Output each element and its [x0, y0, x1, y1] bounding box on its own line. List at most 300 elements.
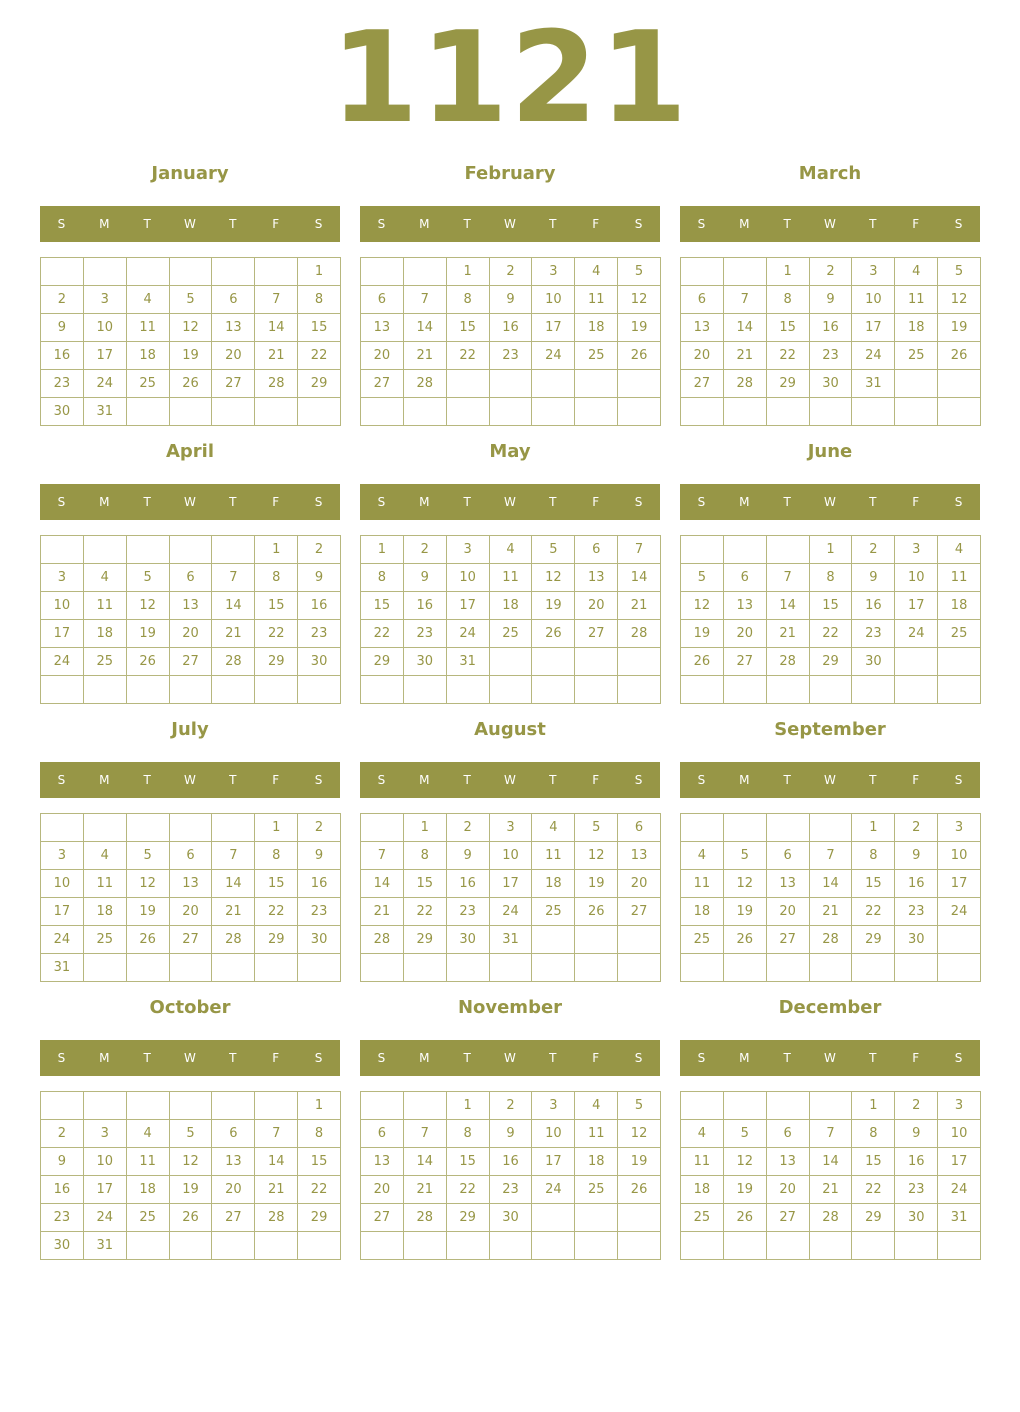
day-cell: 23 — [852, 620, 895, 648]
day-cell: 7 — [810, 1120, 853, 1148]
day-cell: 28 — [212, 648, 255, 676]
day-cell — [127, 954, 170, 982]
day-cell: 3 — [852, 258, 895, 286]
weekday-label: T — [783, 217, 791, 231]
day-cell: 12 — [575, 842, 618, 870]
day-cell: 28 — [618, 620, 661, 648]
day-cell: 14 — [361, 870, 404, 898]
day-cell — [361, 814, 404, 842]
day-cell: 31 — [852, 370, 895, 398]
day-cell: 7 — [810, 842, 853, 870]
day-cell — [618, 1232, 661, 1260]
day-cell: 30 — [895, 926, 938, 954]
day-cell: 29 — [298, 1204, 341, 1232]
day-cell: 14 — [810, 870, 853, 898]
day-cell — [938, 370, 981, 398]
day-cell: 5 — [127, 842, 170, 870]
day-cell: 7 — [618, 536, 661, 564]
weekday-label: W — [824, 1051, 836, 1065]
day-cell — [361, 676, 404, 704]
day-cell: 20 — [212, 1176, 255, 1204]
day-cell: 2 — [810, 258, 853, 286]
day-cell: 5 — [618, 1092, 661, 1120]
days-grid — [40, 257, 341, 426]
day-cell: 25 — [681, 926, 724, 954]
day-cell: 16 — [404, 592, 447, 620]
weekday-label: T — [869, 1051, 877, 1065]
day-cell: 30 — [41, 398, 84, 426]
day-cell — [681, 954, 724, 982]
day-cell — [532, 648, 575, 676]
day-cell — [127, 1092, 170, 1120]
day-cell: 21 — [212, 898, 255, 926]
day-cell: 14 — [810, 1148, 853, 1176]
weekday-label: F — [912, 773, 920, 787]
day-cell: 7 — [361, 842, 404, 870]
day-cell — [810, 676, 853, 704]
weekday-label: T — [143, 773, 151, 787]
day-cell: 5 — [170, 1120, 213, 1148]
day-cell: 30 — [447, 926, 490, 954]
day-cell: 22 — [255, 620, 298, 648]
day-cell: 30 — [404, 648, 447, 676]
month-january — [40, 162, 340, 430]
day-cell: 18 — [84, 898, 127, 926]
day-cell: 4 — [681, 1120, 724, 1148]
day-cell: 19 — [532, 592, 575, 620]
day-cell: 22 — [361, 620, 404, 648]
day-cell: 13 — [618, 842, 661, 870]
day-cell — [170, 954, 213, 982]
day-cell: 27 — [361, 1204, 404, 1232]
day-cell: 31 — [84, 1232, 127, 1260]
day-cell: 18 — [532, 870, 575, 898]
day-cell: 13 — [767, 870, 810, 898]
days-grid — [40, 535, 341, 704]
day-cell: 28 — [255, 1204, 298, 1232]
day-cell — [404, 1092, 447, 1120]
day-cell: 4 — [84, 564, 127, 592]
weekday-label: T — [143, 1051, 151, 1065]
weekday-label: F — [272, 773, 280, 787]
day-cell: 22 — [447, 1176, 490, 1204]
day-cell: 8 — [298, 1120, 341, 1148]
day-cell — [895, 648, 938, 676]
day-cell: 17 — [447, 592, 490, 620]
day-cell: 7 — [767, 564, 810, 592]
day-cell: 2 — [895, 1092, 938, 1120]
day-cell — [810, 1092, 853, 1120]
day-cell — [532, 1232, 575, 1260]
day-cell: 25 — [490, 620, 533, 648]
day-cell: 3 — [41, 564, 84, 592]
day-cell: 5 — [127, 564, 170, 592]
day-cell — [41, 258, 84, 286]
day-cell: 26 — [532, 620, 575, 648]
day-cell: 15 — [361, 592, 404, 620]
day-cell: 17 — [41, 898, 84, 926]
day-cell: 7 — [212, 564, 255, 592]
day-cell: 15 — [447, 1148, 490, 1176]
month-july — [40, 718, 340, 986]
day-cell: 24 — [532, 342, 575, 370]
days-grid — [360, 1091, 661, 1260]
day-cell — [490, 370, 533, 398]
day-cell: 9 — [490, 1120, 533, 1148]
weekday-label: S — [314, 217, 323, 231]
day-cell — [255, 954, 298, 982]
day-cell: 19 — [127, 620, 170, 648]
day-cell: 24 — [41, 926, 84, 954]
month-may — [360, 440, 660, 708]
day-cell — [575, 1232, 618, 1260]
day-cell — [404, 1232, 447, 1260]
day-cell: 19 — [938, 314, 981, 342]
day-cell: 1 — [810, 536, 853, 564]
day-cell: 10 — [532, 1120, 575, 1148]
day-cell: 25 — [575, 1176, 618, 1204]
day-cell — [895, 370, 938, 398]
day-cell: 21 — [810, 898, 853, 926]
month-august — [360, 718, 660, 986]
day-cell: 22 — [852, 898, 895, 926]
day-cell — [127, 536, 170, 564]
weekday-label: T — [463, 1051, 471, 1065]
weekday-label: S — [314, 495, 323, 509]
weekday-header — [360, 484, 660, 520]
day-cell: 3 — [938, 1092, 981, 1120]
day-cell: 21 — [212, 620, 255, 648]
day-cell: 20 — [724, 620, 767, 648]
day-cell: 26 — [938, 342, 981, 370]
day-cell: 17 — [532, 314, 575, 342]
weekday-label: S — [377, 1051, 386, 1065]
day-cell: 18 — [895, 314, 938, 342]
day-cell — [618, 676, 661, 704]
day-cell: 29 — [255, 648, 298, 676]
day-cell: 8 — [447, 1120, 490, 1148]
day-cell: 30 — [852, 648, 895, 676]
day-cell: 13 — [170, 870, 213, 898]
weekday-label: M — [419, 1051, 430, 1065]
day-cell: 1 — [767, 258, 810, 286]
day-cell: 19 — [618, 314, 661, 342]
day-cell — [767, 1092, 810, 1120]
weekday-label: F — [592, 1051, 600, 1065]
day-cell: 12 — [618, 286, 661, 314]
day-cell: 26 — [170, 370, 213, 398]
day-cell — [767, 398, 810, 426]
day-cell: 22 — [404, 898, 447, 926]
day-cell — [127, 814, 170, 842]
day-cell: 20 — [767, 898, 810, 926]
days-grid — [680, 535, 981, 704]
day-cell: 10 — [938, 1120, 981, 1148]
day-cell: 13 — [212, 314, 255, 342]
day-cell — [724, 814, 767, 842]
day-cell: 8 — [255, 842, 298, 870]
month-september — [680, 718, 980, 986]
day-cell: 18 — [127, 342, 170, 370]
day-cell: 28 — [810, 926, 853, 954]
weekday-label: F — [272, 495, 280, 509]
day-cell: 13 — [575, 564, 618, 592]
day-cell — [575, 954, 618, 982]
month-june — [680, 440, 980, 708]
day-cell: 8 — [361, 564, 404, 592]
day-cell: 17 — [895, 592, 938, 620]
day-cell — [618, 926, 661, 954]
weekday-header — [360, 762, 660, 798]
day-cell: 27 — [724, 648, 767, 676]
weekday-header — [40, 1040, 340, 1076]
day-cell: 20 — [170, 898, 213, 926]
weekday-label: W — [184, 217, 196, 231]
day-cell — [575, 370, 618, 398]
day-cell: 11 — [681, 870, 724, 898]
day-cell: 13 — [681, 314, 724, 342]
day-cell: 24 — [447, 620, 490, 648]
day-cell — [127, 398, 170, 426]
day-cell: 12 — [724, 870, 767, 898]
day-cell: 23 — [490, 1176, 533, 1204]
weekday-label: S — [697, 495, 706, 509]
days-grid — [680, 1091, 981, 1260]
day-cell: 7 — [724, 286, 767, 314]
day-cell: 19 — [170, 1176, 213, 1204]
day-cell: 31 — [490, 926, 533, 954]
day-cell: 18 — [490, 592, 533, 620]
day-cell — [575, 648, 618, 676]
day-cell: 25 — [532, 898, 575, 926]
day-cell — [447, 370, 490, 398]
day-cell: 26 — [127, 648, 170, 676]
day-cell: 6 — [767, 1120, 810, 1148]
day-cell: 9 — [41, 314, 84, 342]
weekday-label: F — [912, 217, 920, 231]
day-cell — [170, 676, 213, 704]
day-cell — [298, 398, 341, 426]
day-cell — [895, 676, 938, 704]
day-cell: 4 — [127, 286, 170, 314]
weekday-label: W — [504, 1051, 516, 1065]
day-cell: 29 — [255, 926, 298, 954]
day-cell: 7 — [255, 286, 298, 314]
weekday-label: S — [57, 773, 66, 787]
day-cell — [938, 398, 981, 426]
weekday-header — [680, 484, 980, 520]
day-cell — [170, 814, 213, 842]
day-cell: 30 — [895, 1204, 938, 1232]
day-cell — [681, 398, 724, 426]
day-cell: 17 — [84, 342, 127, 370]
day-cell: 16 — [41, 342, 84, 370]
day-cell: 11 — [84, 870, 127, 898]
day-cell: 23 — [41, 1204, 84, 1232]
day-cell: 31 — [41, 954, 84, 982]
day-cell: 6 — [361, 286, 404, 314]
day-cell — [681, 676, 724, 704]
day-cell: 29 — [447, 1204, 490, 1232]
day-cell: 21 — [810, 1176, 853, 1204]
day-cell — [681, 1092, 724, 1120]
day-cell: 25 — [575, 342, 618, 370]
day-cell: 25 — [127, 1204, 170, 1232]
day-cell: 11 — [84, 592, 127, 620]
weekday-label: S — [697, 1051, 706, 1065]
day-cell: 29 — [852, 926, 895, 954]
day-cell: 2 — [41, 1120, 84, 1148]
day-cell: 9 — [298, 564, 341, 592]
weekday-label: S — [697, 773, 706, 787]
day-cell: 10 — [41, 870, 84, 898]
weekday-label: W — [824, 495, 836, 509]
day-cell: 9 — [447, 842, 490, 870]
day-cell: 13 — [212, 1148, 255, 1176]
day-cell: 5 — [938, 258, 981, 286]
weekday-label: S — [377, 217, 386, 231]
day-cell: 11 — [938, 564, 981, 592]
day-cell: 14 — [255, 314, 298, 342]
day-cell: 6 — [724, 564, 767, 592]
day-cell: 4 — [575, 258, 618, 286]
day-cell: 10 — [84, 314, 127, 342]
day-cell: 12 — [127, 592, 170, 620]
day-cell: 4 — [938, 536, 981, 564]
day-cell: 9 — [490, 286, 533, 314]
day-cell: 2 — [404, 536, 447, 564]
day-cell: 28 — [767, 648, 810, 676]
day-cell: 30 — [298, 648, 341, 676]
day-cell — [681, 1232, 724, 1260]
day-cell: 6 — [681, 286, 724, 314]
weekday-label: S — [697, 217, 706, 231]
weekday-header — [680, 1040, 980, 1076]
day-cell — [852, 676, 895, 704]
day-cell: 14 — [255, 1148, 298, 1176]
day-cell — [212, 258, 255, 286]
day-cell: 27 — [361, 370, 404, 398]
day-cell: 19 — [724, 898, 767, 926]
day-cell: 14 — [618, 564, 661, 592]
weekday-label: F — [592, 217, 600, 231]
day-cell: 31 — [447, 648, 490, 676]
month-april — [40, 440, 340, 708]
day-cell — [767, 1232, 810, 1260]
day-cell: 21 — [618, 592, 661, 620]
day-cell: 23 — [490, 342, 533, 370]
day-cell: 10 — [852, 286, 895, 314]
day-cell: 8 — [852, 1120, 895, 1148]
day-cell: 6 — [170, 842, 213, 870]
day-cell: 16 — [298, 592, 341, 620]
weekday-label: T — [463, 217, 471, 231]
day-cell: 15 — [298, 314, 341, 342]
day-cell: 2 — [298, 536, 341, 564]
day-cell — [361, 954, 404, 982]
day-cell: 14 — [212, 870, 255, 898]
day-cell — [212, 954, 255, 982]
day-cell: 21 — [255, 342, 298, 370]
weekday-label: T — [229, 773, 237, 787]
day-cell: 1 — [298, 1092, 341, 1120]
weekday-label: F — [592, 773, 600, 787]
day-cell — [447, 954, 490, 982]
day-cell: 23 — [447, 898, 490, 926]
day-cell: 11 — [127, 1148, 170, 1176]
day-cell: 16 — [447, 870, 490, 898]
day-cell: 17 — [852, 314, 895, 342]
day-cell: 21 — [404, 342, 447, 370]
day-cell: 21 — [361, 898, 404, 926]
weekday-label: S — [57, 217, 66, 231]
day-cell: 3 — [532, 1092, 575, 1120]
month-february — [360, 162, 660, 430]
day-cell: 21 — [404, 1176, 447, 1204]
day-cell: 18 — [84, 620, 127, 648]
day-cell: 19 — [618, 1148, 661, 1176]
day-cell: 3 — [41, 842, 84, 870]
day-cell: 16 — [852, 592, 895, 620]
month-title: May — [489, 441, 531, 462]
day-cell: 27 — [681, 370, 724, 398]
day-cell: 20 — [361, 1176, 404, 1204]
day-cell: 22 — [255, 898, 298, 926]
day-cell — [724, 398, 767, 426]
day-cell: 25 — [84, 648, 127, 676]
day-cell: 22 — [852, 1176, 895, 1204]
weekday-label: W — [504, 217, 516, 231]
day-cell: 5 — [681, 564, 724, 592]
weekday-label: F — [592, 495, 600, 509]
weekday-label: S — [954, 495, 963, 509]
days-grid — [360, 535, 661, 704]
day-cell: 27 — [170, 926, 213, 954]
day-cell: 8 — [810, 564, 853, 592]
weekday-label: W — [824, 217, 836, 231]
day-cell: 11 — [532, 842, 575, 870]
day-cell: 27 — [212, 1204, 255, 1232]
day-cell: 29 — [404, 926, 447, 954]
day-cell: 13 — [361, 314, 404, 342]
month-october — [40, 996, 340, 1264]
weekday-header — [360, 1040, 660, 1076]
day-cell: 15 — [810, 592, 853, 620]
day-cell: 16 — [490, 1148, 533, 1176]
day-cell: 7 — [212, 842, 255, 870]
month-title: February — [464, 163, 556, 184]
weekday-label: M — [99, 217, 110, 231]
day-cell — [170, 536, 213, 564]
month-title: March — [798, 163, 862, 184]
day-cell: 16 — [895, 870, 938, 898]
weekday-label: M — [739, 495, 750, 509]
day-cell: 4 — [895, 258, 938, 286]
day-cell: 28 — [212, 926, 255, 954]
day-cell: 2 — [298, 814, 341, 842]
month-title: January — [151, 163, 229, 184]
weekday-label: W — [504, 495, 516, 509]
day-cell: 20 — [681, 342, 724, 370]
day-cell: 24 — [490, 898, 533, 926]
day-cell: 23 — [298, 620, 341, 648]
day-cell: 29 — [361, 648, 404, 676]
weekday-label: F — [912, 495, 920, 509]
day-cell — [404, 258, 447, 286]
day-cell: 19 — [127, 898, 170, 926]
day-cell — [810, 954, 853, 982]
day-cell: 1 — [361, 536, 404, 564]
